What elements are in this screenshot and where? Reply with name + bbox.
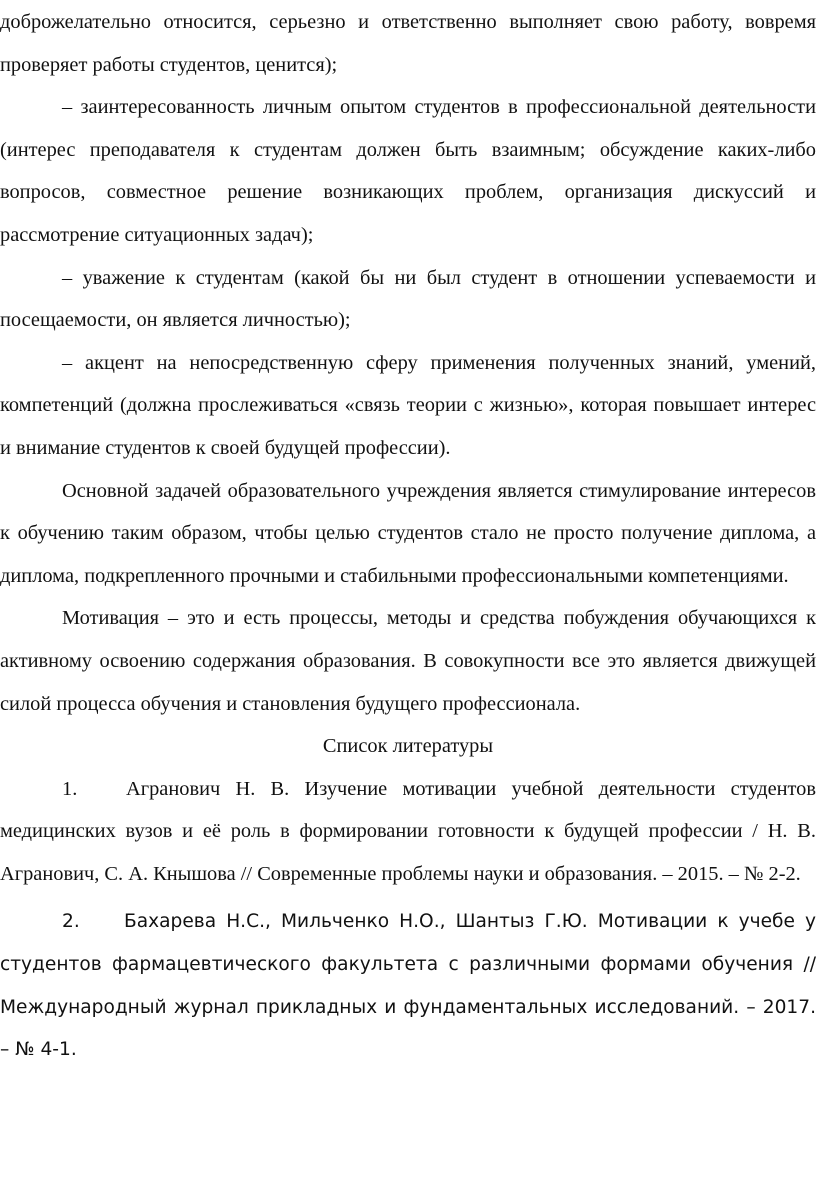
paragraph-motivation: Мотивация – это и есть процессы, методы и средства побуждения обучающихся к активному освоению содержания образования. В совокупности все это является движущей силой процесса обучения и становления будущего профессионала. [0, 607, 816, 715]
paragraph-respect: – уважение к студентам (какой бы ни был студент в отношении успеваемости и посещаемости, он является личностью); [0, 266, 816, 332]
reference-text: Бахарева Н.С., Мильченко Н.О., Шантыз Г.Ю. Мотивации к учебе у студентов фармацевтического факультета с различными формами обучения // Международный журнал прикладных и фундаментальных исследований. – 2017. – № 4-1. [0, 911, 816, 1061]
reference-number: 2. [62, 911, 80, 933]
reference-number: 1. [62, 777, 78, 800]
references-heading: Список литературы [322, 735, 494, 758]
reference-item [0, 768, 816, 896]
reference-text: Агранович Н. В. Изучение мотивации учебной деятельности студентов медицинских вузов и её роль в формировании готовности к будущей профессии / Н. В. Агранович, С. А. Кнышова // Современные проблемы науки и образования. – 2015. – № 2-2. [0, 777, 816, 885]
paragraph-main-task: Основной задачей образовательного учреждения является стимулирование интересов к обучению таким образом, чтобы целью студентов стало не просто получение диплома, а диплома, подкрепленного прочными и стабильными профессиональными компетенциями. [0, 479, 816, 587]
paragraph-interest-experience: – заинтересованность личным опытом студентов в профессиональной деятельности (интерес преподавателя к студентам должен быть взаимным; обсуждение каких-либо вопросов, совместное решение возникающих проблем, организация дискуссий и рассмотрение ситуационных задач); [0, 96, 816, 246]
paragraph-application-focus: – акцент на непосредственную сферу применения полученных знаний, умений, компетенций (должна прослеживаться «связь теории с жизнью», которая повышает интерес и внимание студентов к своей будущей профессии). [0, 351, 816, 459]
paragraph-continuation: доброжелательно относится, серьезно и ответственно выполняет свою работу, вовремя проверяет работы студентов, ценится); [0, 11, 816, 76]
reference-item [0, 901, 816, 1071]
